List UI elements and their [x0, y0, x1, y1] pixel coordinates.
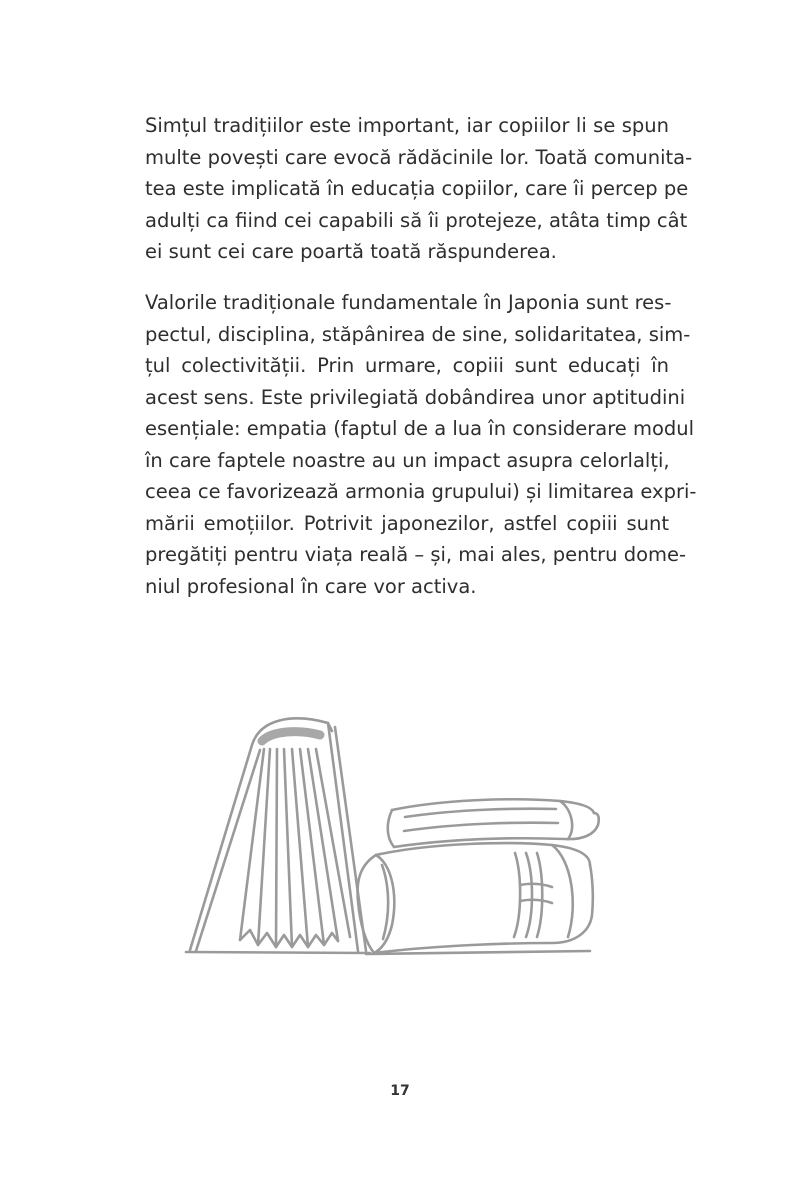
paragraph-line: multe povești care evocă rădăcinile lor. Toată comunita-: [145, 145, 693, 169]
paragraph-line: acest sens. Este privilegiată dobândirea unor aptitudini: [145, 385, 686, 409]
paragraph-line: adulți ca fiind cei capabili să îi protejeze, atâta timp cât: [145, 208, 688, 232]
paragraph-line: pectul, disciplina, stăpânirea de sine, solidaritatea, sim-: [145, 322, 691, 346]
paragraph-line: ei sunt cei care poartă toată răspunderea.: [145, 240, 557, 263]
paragraph-2: [145, 287, 697, 602]
paragraph-line: în care faptele noastre au un impact asupra celorlalți,: [145, 448, 670, 472]
books-icon: [180, 705, 620, 965]
paragraph-line: pregătiți pentru viața reală – și, mai ales, pentru dome-: [145, 543, 687, 566]
paragraph-line: ceea ce favorizează armonia grupului) și limitarea expri-: [145, 480, 697, 503]
paragraph-line: Simțul tradițiilor este important, iar copiilor li se spun: [145, 114, 669, 137]
page-number: 17: [390, 1083, 410, 1099]
paragraph-line: esențiale: empatia (faptul de a lua în considerare modul: [145, 417, 695, 440]
paragraph-line: mării emoțiilor. Potrivit japonezilor, astfel copiii sunt: [145, 511, 669, 535]
paragraph-line: țul colectivității. Prin urmare, copiii sunt educați în: [145, 354, 669, 377]
paragraph-line: niul profesional în care vor activa.: [145, 574, 477, 598]
paragraph-line: tea este implicată în educația copiilor, care îi percep pe: [145, 177, 689, 200]
paragraph-1: [145, 110, 693, 268]
paragraph-line: Valorile tradiționale fundamentale în Japonia sunt res-: [145, 291, 672, 314]
